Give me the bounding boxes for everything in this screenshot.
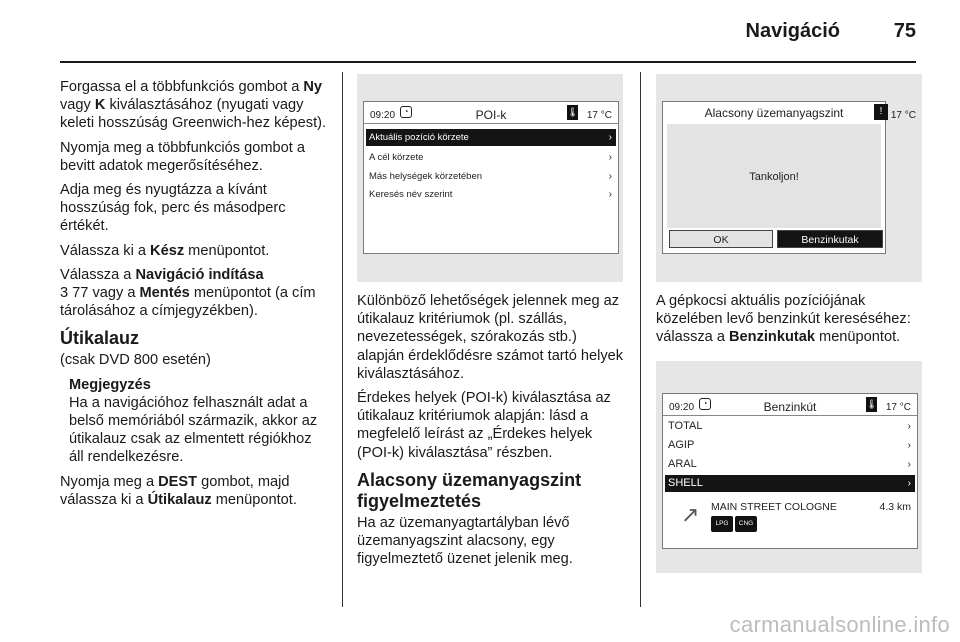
- station-distance: 4.3 km: [879, 500, 911, 513]
- section-subtitle: (csak DVD 800 esetén): [60, 352, 211, 369]
- clock-icon: ◔: [699, 398, 711, 410]
- chevron-right-icon: ›: [608, 152, 612, 163]
- screen-status-bar: [364, 102, 618, 124]
- temperature-icon: 🌡: [567, 105, 578, 120]
- column-3: [656, 74, 920, 583]
- cross-reference[interactable]: 3 77: [60, 285, 89, 302]
- paragraph: Adja meg és nyugtázza a kívánt hosszúság fok, perc és másodperc értékét.: [60, 182, 286, 235]
- gas-stations-button[interactable]: Benzinkutak: [777, 230, 883, 248]
- chevron-right-icon: ›: [608, 132, 612, 143]
- chevron-right-icon: ›: [907, 458, 911, 470]
- direction-arrow-icon: ↗: [681, 501, 700, 527]
- menu-item-other-towns[interactable]: Más helységek körzetében ›: [366, 168, 616, 185]
- note-title: Megjegyzés: [69, 376, 151, 393]
- screen-status-bar: [663, 394, 917, 416]
- menu-item-destination-area[interactable]: A cél körzete ›: [366, 149, 616, 166]
- paragraph: Forgassa el a többfunkciós gombot a Ny vagy K kiválasztásához (nyugati vagy keleti hosszúság Greenwich-hez képest).: [60, 79, 327, 132]
- warning-icon: !: [874, 104, 888, 120]
- list-item[interactable]: TOTAL ›: [665, 418, 915, 435]
- temperature: 17 °C: [890, 110, 916, 121]
- poi-screen: [363, 101, 619, 254]
- chevron-right-icon: ›: [907, 420, 911, 432]
- paragraph: A gépkocsi aktuális pozíciójának közelében levő benzinkút kereséséhez: válassza a Benzinkutak menüpontot.: [656, 293, 911, 346]
- paragraph: Nyomja meg a többfunkciós gombot a bevitt adatok megerősítéséhez.: [60, 139, 305, 174]
- header-rule: [60, 61, 916, 63]
- temperature: 17 °C: [586, 110, 612, 121]
- section-heading: Útikalauz: [60, 328, 140, 349]
- temperature: 17 °C: [885, 401, 911, 413]
- cng-icon: CNG: [735, 516, 757, 532]
- section-heading: Alacsony üzemanyagszint figyelmeztetés: [357, 469, 582, 511]
- watermark: carmanualsonline.info: [729, 612, 950, 637]
- paragraph: Válassza ki a Kész menüpontot.: [60, 242, 270, 259]
- gas-station-figure: [656, 361, 922, 573]
- menu-item-current-position[interactable]: Aktuális pozíció körzete ›: [366, 129, 616, 146]
- warning-body: [667, 124, 881, 228]
- list-item-selected[interactable]: SHELL ›: [665, 475, 915, 492]
- column-divider: [342, 72, 343, 607]
- temperature-icon: 🌡: [866, 397, 877, 412]
- menu-item-search-by-name[interactable]: Keresés név szerint ›: [366, 186, 616, 203]
- column-2: [357, 74, 627, 574]
- ok-button[interactable]: OK: [669, 230, 773, 248]
- column-1: [60, 78, 328, 515]
- chevron-right-icon: ›: [907, 477, 911, 489]
- station-address: MAIN STREET COLOGNE: [711, 500, 837, 513]
- clock-icon: ◔: [400, 106, 412, 118]
- clock-time: 09:20: [370, 110, 396, 121]
- note-text: Ha a navigációhoz felhasznált adat a belső memóriából származik, akkor az útikalauz csak az elmentett régiókhoz áll rendelkezésre.: [69, 394, 318, 466]
- screen-title: Benzinkút: [763, 399, 817, 414]
- paragraph: Nyomja meg a DEST gombot, majd válassza ki a Útikalauz menüpontot.: [60, 473, 297, 508]
- paragraph: Különböző lehetőségek jelennek meg az útikalauz kritériumok (pl. szállás, nevezetességek, szórakozás stb.) alapján érdeklődésre számot tartó helyek kiválasztásához.: [357, 293, 624, 382]
- poi-screen-figure: [357, 74, 623, 282]
- paragraph: Válassza a Navigáció indítása 3 77 vagy a Mentés menüpontot (a cím tárolásához a címjegyzékben).: [60, 266, 316, 320]
- list-item[interactable]: ARAL ›: [665, 456, 915, 473]
- paragraph: Érdekes helyek (POI-k) kiválasztása az útikalauz kritériumok alapján: lásd a megfelelő leírást az „Érdekes helyek (POI-k) kiválasztása” részben.: [357, 390, 611, 461]
- chevron-right-icon: ›: [608, 189, 612, 200]
- chevron-right-icon: ›: [907, 439, 911, 451]
- list-item[interactable]: AGIP ›: [665, 437, 915, 454]
- gas-station-screen: [662, 393, 918, 549]
- warning-title: Alacsony üzemanyagszint: [704, 106, 844, 120]
- note-box: [60, 376, 328, 467]
- paragraph: Ha az üzemanyagtartályban lévő üzemanyagszint alacsony, egy figyelmeztető üzenet jelenik meg.: [357, 514, 573, 568]
- page-header: [0, 0, 960, 62]
- chapter-title: Navigáció: [745, 20, 840, 42]
- chevron-right-icon: ›: [608, 171, 612, 182]
- column-divider: [640, 72, 641, 607]
- warning-message: Tankoljon!: [749, 171, 799, 183]
- clock-time: 09:20: [669, 401, 695, 413]
- page-number: 75: [893, 20, 916, 42]
- screen-title: POI-k: [475, 108, 507, 122]
- lpg-icon: LPG: [711, 516, 733, 532]
- fuel-warning-figure: [656, 74, 922, 282]
- fuel-warning-screen: [662, 101, 886, 254]
